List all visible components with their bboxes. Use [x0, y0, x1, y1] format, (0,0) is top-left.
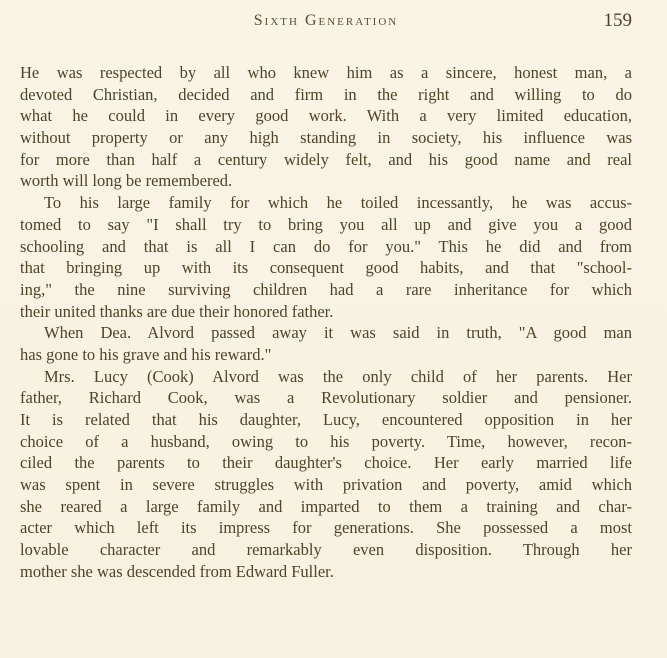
- text-line: ing," the nine surviving children had a rare inheritance for which: [20, 279, 632, 299]
- paragraph: [20, 62, 632, 192]
- page-header: [20, 8, 632, 34]
- text-line: tomed to say "I shall try to bring you all up and give you a good: [20, 214, 632, 234]
- text-line: father, Richard Cook, was a Revolutionary soldier and pensioner.: [20, 388, 632, 408]
- text-line: He was respected by all who knew him as a sincere, honest man, a: [20, 63, 632, 82]
- text-line: devoted Christian, decided and firm in the right and willing to do: [20, 84, 632, 104]
- text-line: schooling and that is all I can do for you." This he did and from: [20, 236, 632, 256]
- text-line: their united thanks are due their honored father.: [20, 301, 334, 321]
- text-line: worth will long be remembered.: [20, 171, 233, 191]
- paragraph: [20, 192, 632, 322]
- running-head: Sixth Generation: [253, 12, 399, 29]
- text-line: mother she was descended from Edward Fuller.: [20, 561, 334, 581]
- body-text: [20, 62, 632, 583]
- text-line: acter which left its impress for generations. She possessed a most: [20, 518, 632, 538]
- text-line: was spent in severe struggles with privation and poverty, amid which: [20, 475, 632, 495]
- text-line: for more than half a century widely felt, and his good name and real: [20, 149, 632, 169]
- page-number: 159: [603, 10, 632, 31]
- text-line: without property or any high standing in society, his influence was: [20, 128, 632, 148]
- text-line: To his large family for which he toiled incessantly, he was accus-: [44, 193, 632, 213]
- text-line: lovable character and remarkably even disposition. Through her: [20, 540, 632, 560]
- text-line: When Dea. Alvord passed away it was said in truth, "A good man: [44, 323, 632, 343]
- text-line: choice of a husband, owing to his poverty. Time, however, recon-: [20, 431, 632, 451]
- text-line: ciled the parents to their daughter's choice. Her early married life: [20, 453, 632, 473]
- text-line: has gone to his grave and his reward.": [20, 344, 272, 364]
- paragraph: [20, 322, 632, 365]
- text-line: Mrs. Lucy (Cook) Alvord was the only child of her parents. Her: [44, 366, 632, 386]
- text-line: that bringing up with its consequent good habits, and that "school-: [20, 258, 632, 278]
- text-line: It is related that his daughter, Lucy, encountered opposition in her: [20, 410, 632, 429]
- text-line: she reared a large family and imparted to them a training and char-: [20, 496, 632, 516]
- paragraph: [20, 366, 632, 583]
- text-line: what he could in every good work. With a very limited education,: [20, 106, 632, 126]
